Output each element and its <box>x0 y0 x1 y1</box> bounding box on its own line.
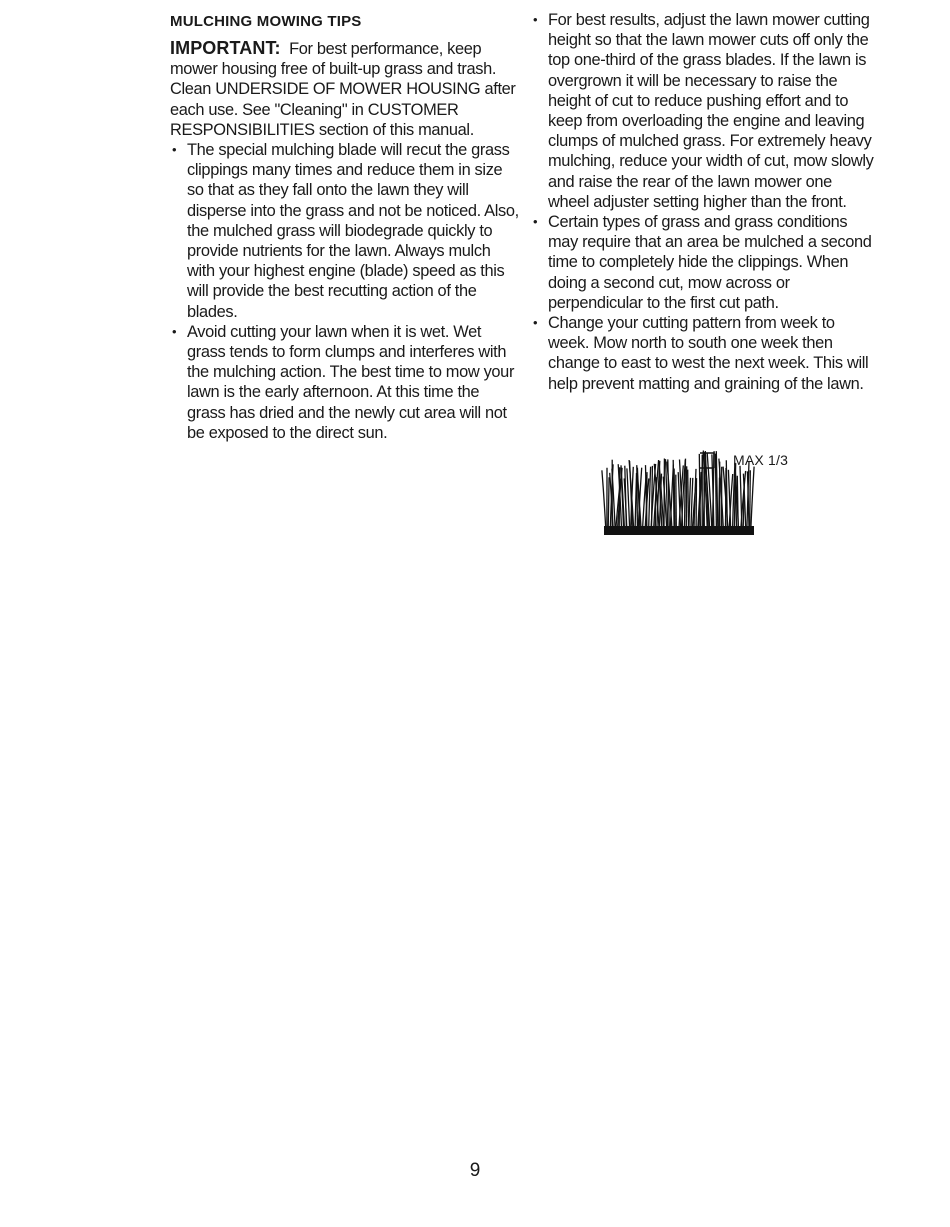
grass-blade <box>608 477 609 528</box>
grass-blade <box>688 470 689 528</box>
grass-blade <box>649 467 651 528</box>
list-item: • The special mulching blade will recut the grass clippings many times and reduce them in size so that as they fall onto the lawn they will disperse into the grass and not be noticed. Also, the mulched grass will biodegrade quickly to provide nutrients for the lawn. Always mulch with your highest engine (blade) speed as this will provide the best recutting action of the blades. <box>170 140 520 322</box>
list-item: • Certain types of grass and grass conditions may require that an area be mulched a second time to completely hide the clippings. When doing a second cut, mow across or perpendicular to the first cut path. <box>531 212 876 313</box>
grass-blade <box>750 470 751 528</box>
grass-blade <box>635 473 636 528</box>
important-text: For best performance, keep mower housing free of built-up grass and trash. Clean UNDERSIDE OF MOWER HOUSING after each use. See "Cleaning" in CUSTOMER RESPONSIBILITIES section of this manual. <box>170 40 516 139</box>
list-item: • For best results, adjust the lawn mower cutting height so that the lawn mower cuts off only the top one-third of the grass blades. If the lawn is overgrown it will be necessary to raise the height of cut to reduce pushing effort and to keep from overloading the engine and leaving clumps of mulched grass. For extremely heavy mulching, reduce your width of cut, mow slowly and raise the rear of the lawn mower one wheel adjuster setting higher than the front. <box>531 10 876 212</box>
grass-base <box>604 526 754 535</box>
grass-blade <box>674 469 675 529</box>
grass-cut-height-illustration <box>600 448 820 538</box>
grass-blade <box>627 468 630 528</box>
list-item: • Change your cutting pattern from week to week. Mow north to south one week then change to east to west the next week. This will help prevent matting and graining of the lawn. <box>531 313 876 394</box>
grass-blade <box>602 470 606 528</box>
grass-blade <box>751 467 754 528</box>
max-cut-label: MAX 1/3 <box>733 452 789 468</box>
left-bullet-list <box>170 140 520 443</box>
section-title: MULCHING MOWING TIPS <box>170 13 362 30</box>
grass-blade <box>652 466 653 528</box>
grass-blades <box>602 451 754 529</box>
important-label: IMPORTANT: <box>170 38 281 58</box>
list-item: • Avoid cutting your lawn when it is wet. Wet grass tends to form clumps and interferes with the mulching action. The best time to mow your lawn is the early afternoon. At this time the grass has dried and the newly cut area will not be exposed to the direct sun. <box>170 322 520 443</box>
right-column <box>531 10 876 394</box>
important-note <box>170 38 520 140</box>
right-bullet-list <box>531 10 876 394</box>
grass-blade <box>689 478 691 528</box>
left-column <box>170 10 520 443</box>
grass-blade <box>676 475 677 528</box>
page-number: 9 <box>469 1160 481 1181</box>
